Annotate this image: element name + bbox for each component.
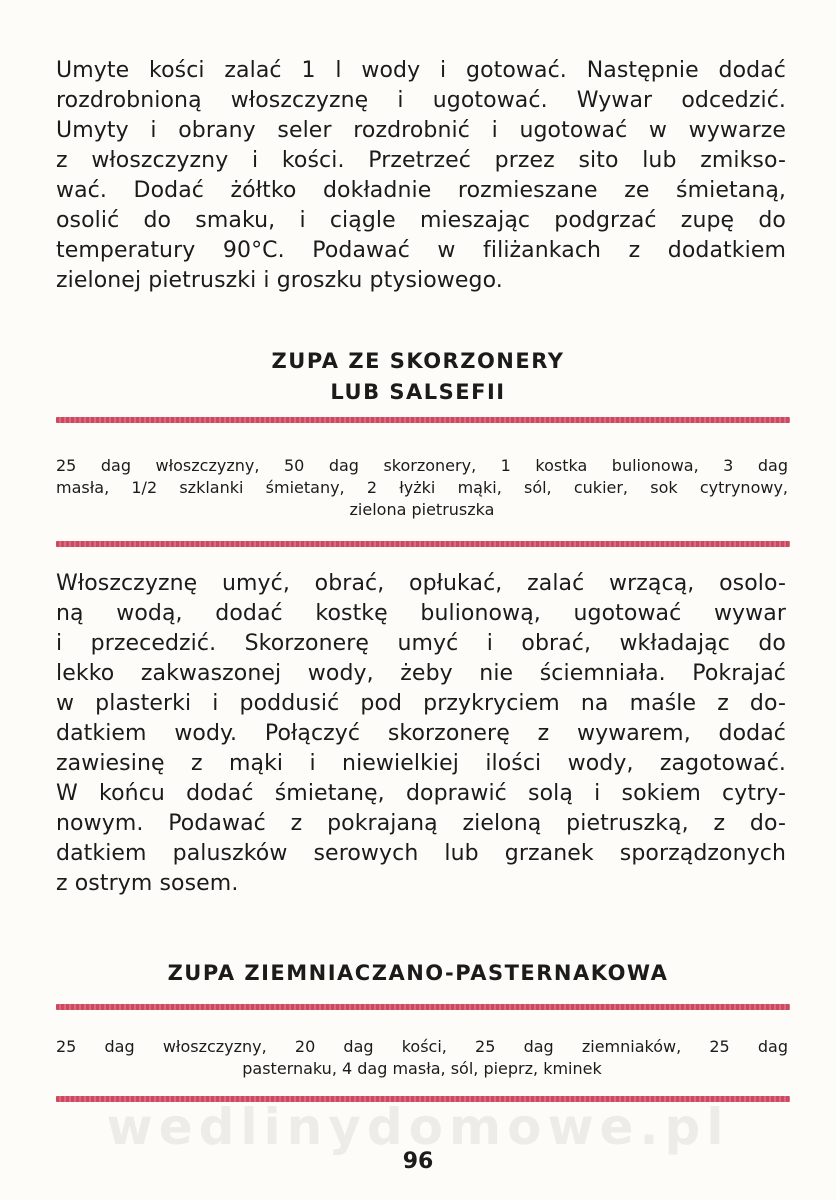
text-line: z ostrym sosem. [56,871,239,896]
text-line: osolić do smaku, i ciągle mieszając podgrzać zupę do [56,208,786,233]
text-line: datkiem wody. Połączyć skorzonerę z wywarem, dodać [56,721,786,746]
recipe-1-title-line-2: LUB SALSEFII [330,380,506,404]
text-line: w plasterki i poddusić pod przykryciem na maśle z do- [56,691,786,716]
recipe-2-ingredients [56,1036,788,1080]
divider-rule [56,541,790,547]
text-line: zielonej pietruszki i groszku ptysiowego. [56,268,503,293]
text-line: datkiem paluszków serowych lub grzanek sporządzonych [56,841,786,866]
recipe-2-title: ZUPA ZIEMNIACZANO-PASTERNAKOWA [167,961,669,985]
recipe-1-ingredients [56,455,788,521]
ingredients-line: 25 dag włoszczyzny, 50 dag skorzonery, 1 kostka bulionowa, 3 dag [56,456,788,475]
text-line: Włoszczyznę umyć, obrać, opłukać, zalać wrzącą, osolo- [56,571,786,596]
text-line: ną wodą, dodać kostkę bulionową, ugotować wywar [56,601,786,626]
text-line: zawiesinę z mąki i niewielkiej ilości wody, zagotować. [56,751,786,776]
text-line: wać. Dodać żółtko dokładnie rozmieszane ze śmietaną, [56,178,786,203]
intro-paragraph [56,56,786,296]
text-line: nowym. Podawać z pokrajaną zieloną pietruszką, z do- [56,811,786,836]
text-line: W końcu dodać śmietanę, doprawić solą i sokiem cytry- [56,781,786,806]
text-line: z włoszczyzny i kości. Przetrzeć przez sito lub zmikso- [56,148,786,173]
text-line: Umyty i obrany seler rozdrobnić i ugotować w wywarze [56,118,786,143]
divider-rule [56,1004,790,1010]
recipe-1-title-line-1: ZUPA ZE SKORZONERY [271,349,565,373]
divider-rule [56,417,790,423]
ingredients-line: 25 dag włoszczyzny, 20 dag kości, 25 dag ziemniaków, 25 dag [56,1037,788,1056]
watermark-logo: wedlinydomowe.pl [106,1098,730,1156]
ingredients-line: pasternaku, 4 dag masła, sól, pieprz, kminek [242,1059,602,1078]
text-line: i przecedzić. Skorzonerę umyć i obrać, wkładając do [56,631,786,656]
page-number: 96 [402,1149,434,1174]
text-line: Umyte kości zalać 1 l wody i gotować. Następnie dodać [56,58,786,83]
text-line: rozdrobnioną włoszczyznę i ugotować. Wywar odcedzić. [56,88,786,113]
ingredients-line: zielona pietruszka [349,500,495,519]
recipe-1-method [56,569,786,899]
text-line: lekko zakwaszonej wody, żeby nie ściemniała. Pokrajać [56,661,786,686]
text-line: temperatury 90°C. Podawać w filiżankach z dodatkiem [56,238,786,263]
ingredients-line: masła, 1/2 szklanki śmietany, 2 łyżki mąki, sól, cukier, sok cytrynowy, [56,478,788,497]
